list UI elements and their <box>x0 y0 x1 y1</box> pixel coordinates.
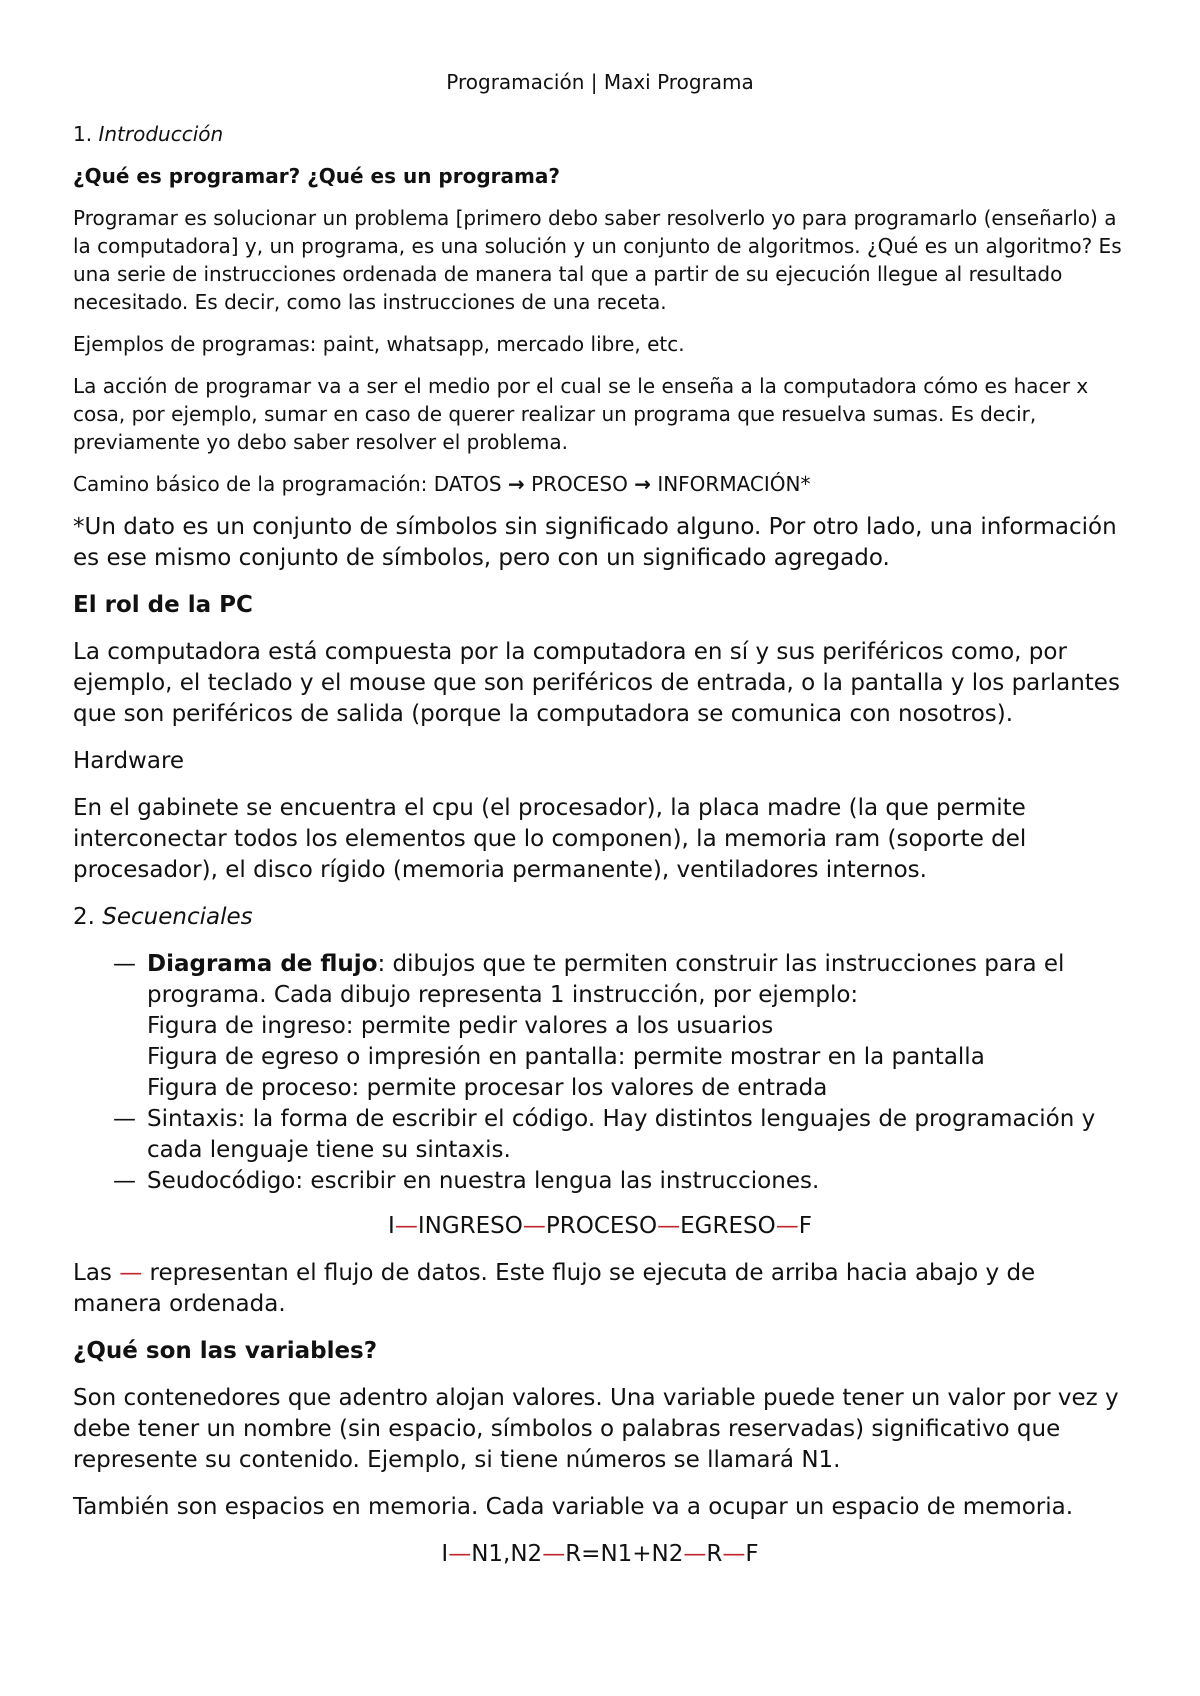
flow-connector: — <box>683 1541 707 1567</box>
flow-connector: — <box>775 1213 799 1239</box>
flow-connector: — <box>542 1541 566 1567</box>
intro-paragraph-3: La acción de programar va a ser el medio por el cual se le enseña a la computadora cómo es hacer x cosa, por ejemplo, sumar en caso de querer realizar un programa que resuelva sumas. Es decir, previamente yo debo saber resolver el problema. <box>73 374 1089 454</box>
pc-heading: El rol de la PC <box>73 592 253 618</box>
intro-paragraph-2: Ejemplos de programas: paint, whatsapp, mercado libre, etc. <box>73 332 685 356</box>
concepts-list <box>73 949 1127 1197</box>
intro-paragraph-1: Programar es solucionar un problema [primero debo saber resolverlo yo para programarlo (enseñarlo) a la computadora] y, un programa, es una solución y un conjunto de algoritmos. ¿Qué es un algoritmo? Es una serie de instrucciones ordenada de manera tal que a partir de su ejecución llegue al resultado necesitado. Es decir, como las instrucciones de una receta. <box>73 206 1122 314</box>
flow-step: I <box>441 1541 449 1567</box>
page-header: Programación | Maxi Programa <box>446 70 754 94</box>
variables-paragraph-1: Son contenedores que adentro alojan valores. Una variable puede tener un valor por vez y debe tener un nombre (sin espacio, símbolos o palabras reservadas) significativo que represente su contenido. Ejemplo, si tiene números se llamará N1. <box>73 1385 1119 1473</box>
section-1-number: 1. <box>73 122 93 146</box>
hardware-label: Hardware <box>73 748 185 774</box>
flow-connector: — <box>657 1213 681 1239</box>
right-arrow-icon: → <box>634 472 651 496</box>
flow-connector: — <box>119 1260 143 1286</box>
list-item-bold: Diagrama de flujo <box>147 951 378 977</box>
section-1-heading <box>73 120 1127 148</box>
flow-note-pre: Las <box>73 1260 112 1286</box>
section-2-heading <box>73 902 1127 933</box>
flow-step: EGRESO <box>680 1213 776 1239</box>
flow-step: R <box>706 1541 723 1567</box>
programming-path <box>73 470 1127 498</box>
list-item <box>73 949 1127 1104</box>
right-arrow-icon: → <box>507 472 525 496</box>
list-item <box>73 1166 1127 1197</box>
list-item-line: Figura de proceso: permite procesar los valores de entrada <box>147 1075 828 1101</box>
variables-heading: ¿Qué son las variables? <box>73 1338 378 1364</box>
flow-note-post: representan el flujo de datos. Este flujo se ejecuta de arriba hacia abajo y de manera ordenada. <box>73 1260 1036 1317</box>
list-item <box>73 1104 1127 1166</box>
question-heading: ¿Qué es programar? ¿Qué es un programa? <box>73 164 560 188</box>
flow-step: I <box>388 1213 395 1239</box>
flow-note <box>73 1258 1127 1320</box>
list-item-text: Seudocódigo: escribir en nuestra lengua las instrucciones. <box>147 1168 820 1194</box>
dash-bullet: — <box>113 951 136 977</box>
section-2-number: 2. <box>73 904 95 930</box>
flow-connector: — <box>448 1541 472 1567</box>
list-item-line: Figura de egreso o impresión en pantalla: permite mostrar en la pantalla <box>147 1044 985 1070</box>
flow-diagram-2 <box>73 1539 1127 1570</box>
path-step-process: PROCESO <box>531 472 628 496</box>
flow-connector: — <box>722 1541 746 1567</box>
data-footnote: *Un dato es un conjunto de símbolos sin significado alguno. Por otro lado, una información es ese mismo conjunto de símbolos, pero con un significado agregado. <box>73 514 1117 571</box>
flow-step: N1,N2 <box>471 1541 543 1567</box>
path-step-information: INFORMACIÓN* <box>657 472 811 496</box>
pc-paragraph-1: La computadora está compuesta por la computadora en sí y sus periféricos como, por ejemplo, el teclado y el mouse que son periféricos de entrada, o la pantalla y los parlantes que son periféricos de salida (porque la computadora se comunica con nosotros). <box>73 639 1120 727</box>
flow-connector: — <box>394 1213 418 1239</box>
section-2-title: Secuenciales <box>102 904 253 930</box>
flow-step: R=N1+N2 <box>565 1541 684 1567</box>
flow-step: F <box>745 1541 759 1567</box>
list-item-text: Sintaxis: la forma de escribir el código. Hay distintos lenguajes de programación y cada lenguaje tiene su sintaxis. <box>147 1106 1096 1163</box>
list-item-text: : dibujos que te permiten construir las instrucciones para el programa. Cada dibujo representa 1 instrucción, por ejemplo: <box>147 951 1065 1008</box>
flow-step: PROCESO <box>545 1213 658 1239</box>
variables-paragraph-2: También son espacios en memoria. Cada variable va a ocupar un espacio de memoria. <box>73 1494 1074 1520</box>
dash-bullet: — <box>113 1168 136 1194</box>
path-label: Camino básico de la programación: DATOS <box>73 472 502 496</box>
flow-connector: — <box>522 1213 546 1239</box>
flow-step: INGRESO <box>417 1213 523 1239</box>
flow-step: F <box>798 1213 812 1239</box>
flow-diagram-1 <box>73 1211 1127 1242</box>
pc-paragraph-2: En el gabinete se encuentra el cpu (el procesador), la placa madre (la que permite interconectar todos los elementos que lo componen), la memoria ram (soporte del procesador), el disco rígido (memoria permanente), ventiladores internos. <box>73 795 1027 883</box>
list-item-line: Figura de ingreso: permite pedir valores a los usuarios <box>147 1013 774 1039</box>
section-1-title: Introducción <box>98 122 224 146</box>
dash-bullet: — <box>113 1106 136 1132</box>
